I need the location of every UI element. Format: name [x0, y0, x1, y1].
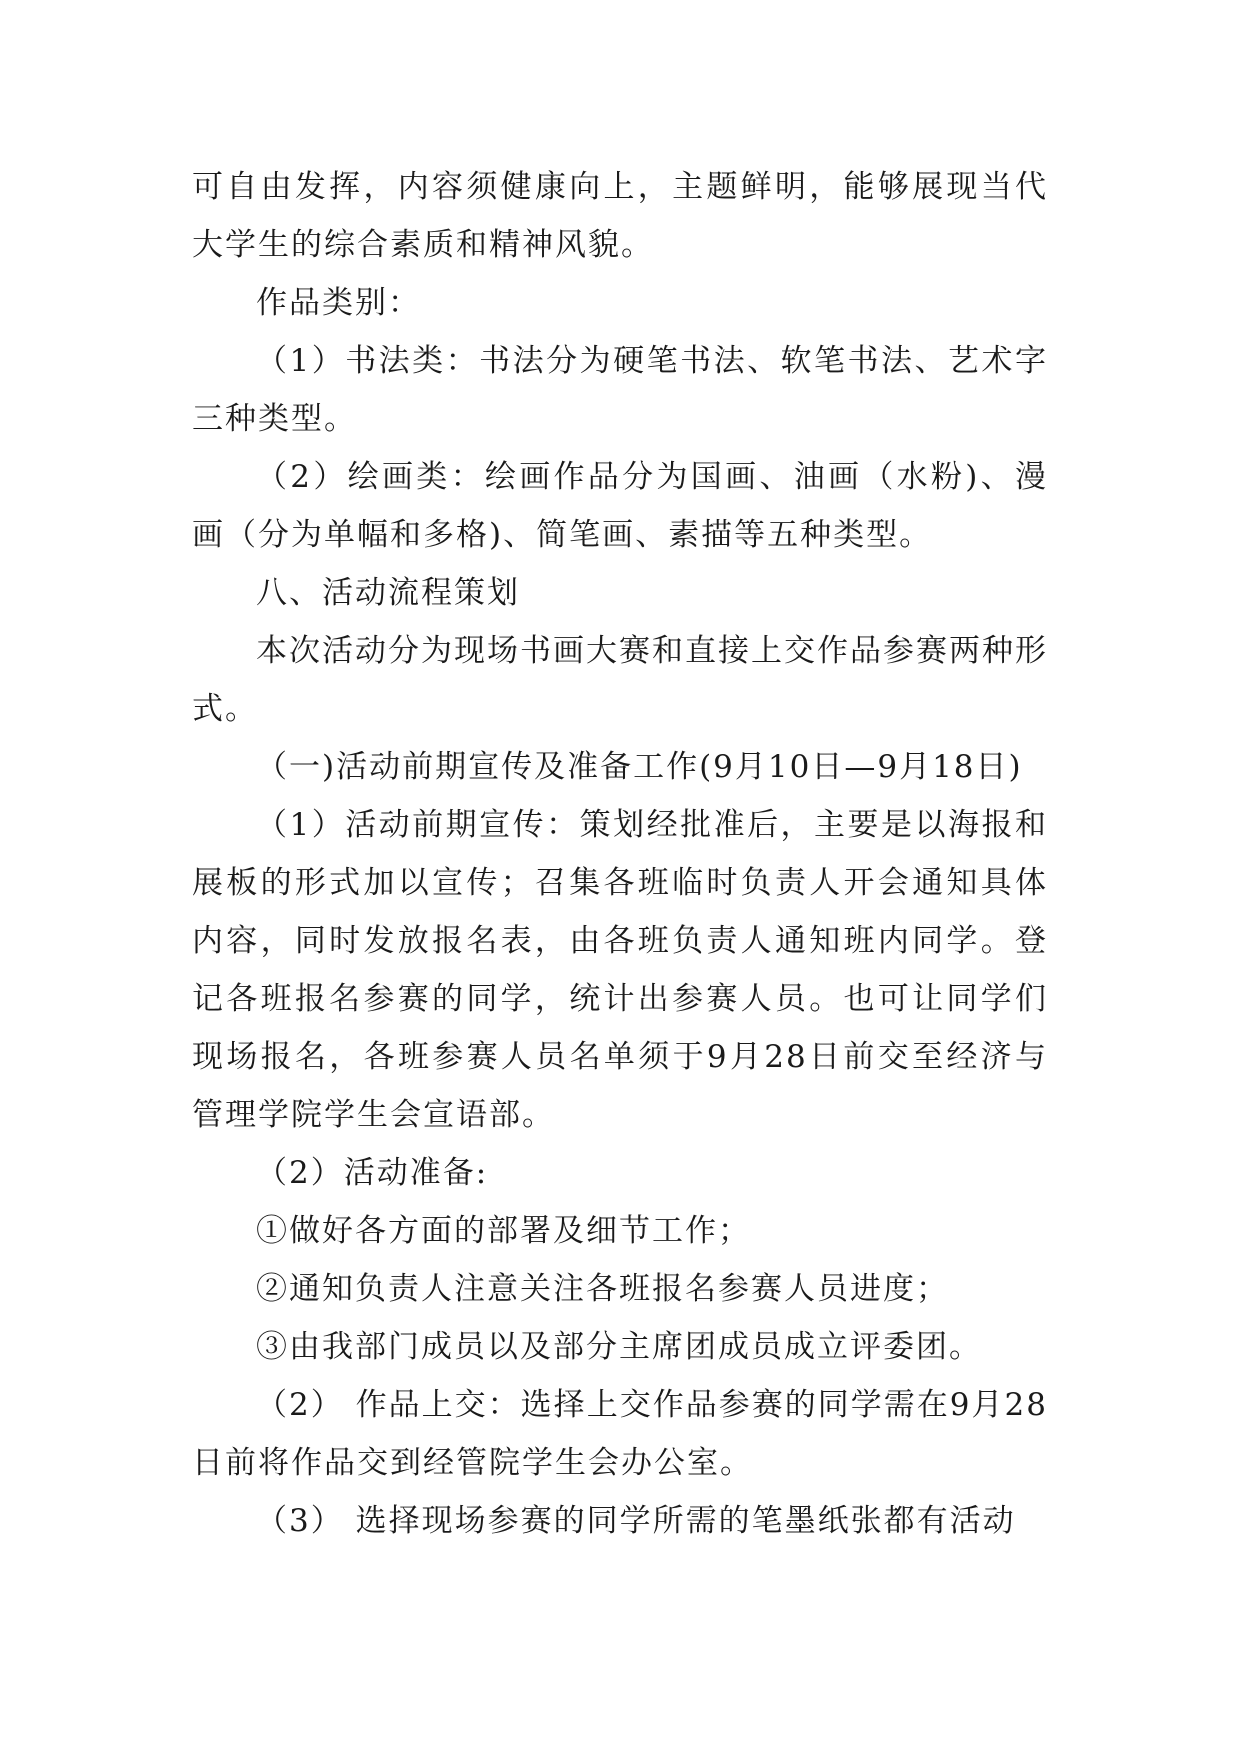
paragraph-activity-forms: 本次活动分为现场书画大赛和直接上交作品参赛两种形式。: [192, 633, 1048, 727]
paragraph-work-submission: （2） 作品上交：选择上交作品参赛的同学需在9月28日前将作品交到经管院学生会办公室。: [192, 1387, 1048, 1481]
document-body: [192, 158, 1048, 1550]
list-item-2: ②通知负责人注意关注各班报名参赛人员进度；: [256, 1271, 949, 1307]
paragraph-publicity: （1）活动前期宣传：策划经批准后，主要是以海报和展板的形式加以宣传；召集各班临时负责人开会通知具体内容，同时发放报名表，由各班负责人通知班内同学。登记各班报名参赛的同学，统计出参赛人员。也可让同学们现场报名，各班参赛人员名单须于9月28日前交至经济与管理学院学生会宣语部。: [192, 807, 1048, 1133]
section-heading-activity-process: 八、活动流程策划: [256, 575, 520, 611]
list-item-3: ③由我部门成员以及部分主席团成员成立评委团。: [256, 1329, 982, 1365]
paragraph-work-categories-heading: 作品类别：: [256, 285, 421, 321]
paragraph-preparation-heading: （2）活动准备:: [256, 1155, 489, 1191]
paragraph-calligraphy-category: （1）书法类：书法分为硬笔书法、软笔书法、艺术字三种类型。: [192, 343, 1048, 437]
paragraph-onsite-participation: （3） 选择现场参赛的同学所需的笔墨纸张都有活动: [256, 1503, 1016, 1539]
paragraph-intro-continuation: 可自由发挥，内容须健康向上，主题鲜明，能够展现当代大学生的综合素质和精神风貌。: [192, 169, 1048, 263]
subheading-preparation-phase: （一)活动前期宣传及准备工作(9月10日—9月18日): [256, 749, 1023, 785]
paragraph-painting-category: （2）绘画类：绘画作品分为国画、油画（水粉)、漫画（分为单幅和多格)、简笔画、素描等五种类型。: [192, 459, 1048, 553]
list-item-1: ①做好各方面的部署及细节工作；: [256, 1213, 751, 1249]
